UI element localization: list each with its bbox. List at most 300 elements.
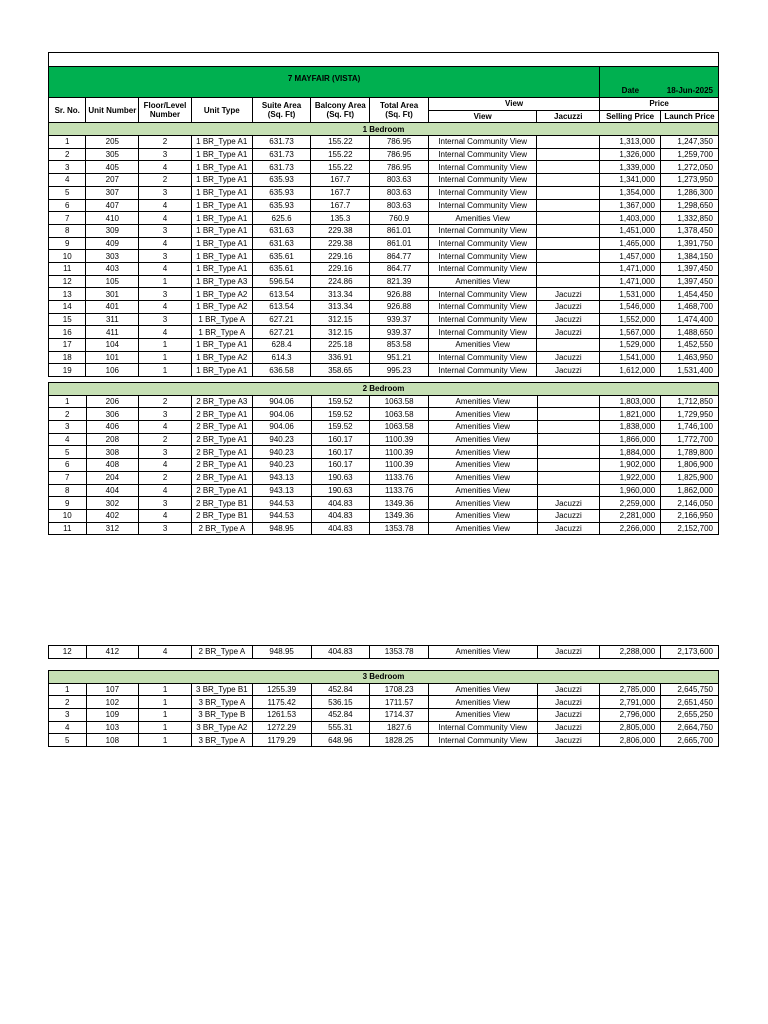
- cell-balcony-area: 648.96: [311, 734, 370, 747]
- table-row: [49, 212, 719, 225]
- cell-total-area: 1714.37: [370, 709, 429, 722]
- cell-floor-level: 3: [139, 522, 192, 535]
- cell-jacuzzi: [537, 421, 600, 434]
- cell-unit-type: 1 BR_Type A2: [191, 301, 252, 314]
- date-value: 18-Jun-2025: [661, 67, 719, 97]
- cell-balcony-area: 312.15: [311, 313, 370, 326]
- cell-floor-level: 4: [139, 421, 192, 434]
- cell-suite-area: 631.73: [252, 161, 311, 174]
- cell-total-area: 864.77: [370, 262, 429, 275]
- cell-balcony-area: 452.84: [311, 683, 370, 696]
- cell-balcony-area: 313.34: [311, 288, 370, 301]
- cell-total-area: 821.39: [370, 275, 429, 288]
- cell-unit-type: 3 BR_Type B: [191, 709, 252, 722]
- cell-suite-area: 627.21: [252, 326, 311, 339]
- cell-sr-no: 3: [49, 709, 87, 722]
- cell-view: Amenities View: [429, 497, 537, 510]
- cell-jacuzzi: [537, 212, 600, 225]
- cell-floor-level: 4: [139, 459, 192, 472]
- cell-view: Internal Community View: [428, 364, 536, 377]
- table-row: [49, 459, 719, 472]
- cell-suite-area: 625.6: [252, 212, 311, 225]
- cell-unit-type: 2 BR_Type A1: [191, 459, 252, 472]
- cell-jacuzzi: [537, 484, 600, 497]
- cell-unit-number: 407: [86, 199, 139, 212]
- cell-balcony-area: 229.38: [311, 224, 370, 237]
- cell-unit-type: 1 BR_Type A1: [191, 212, 252, 225]
- project-title: 7 MAYFAIR (VISTA): [49, 67, 600, 98]
- cell-view: Amenities View: [429, 408, 537, 421]
- header-floor-level: Floor/Level Number: [139, 98, 192, 123]
- cell-total-area: 1349.36: [370, 509, 429, 522]
- cell-unit-type: 2 BR_Type A1: [191, 408, 252, 421]
- cell-total-area: 1063.58: [370, 421, 429, 434]
- cell-unit-type: 1 BR_Type A1: [191, 136, 252, 149]
- cell-jacuzzi: Jacuzzi: [537, 301, 600, 314]
- cell-unit-type: 3 BR_Type B1: [191, 683, 252, 696]
- cell-sr-no: 9: [49, 497, 87, 510]
- cell-floor-level: 2: [139, 136, 192, 149]
- cell-balcony-area: 167.7: [311, 174, 370, 187]
- cell-unit-number: 402: [86, 509, 139, 522]
- cell-suite-area: 948.95: [252, 646, 311, 659]
- cell-launch-price: 2,645,750: [661, 683, 719, 696]
- price-table-2-bedroom: [48, 382, 719, 535]
- cell-unit-number: 206: [86, 395, 139, 408]
- cell-view: Internal Community View: [428, 313, 536, 326]
- cell-total-area: 926.88: [370, 288, 429, 301]
- header-unit-number: Unit Number: [86, 98, 139, 123]
- cell-launch-price: 1,397,450: [661, 275, 719, 288]
- cell-floor-level: 3: [139, 250, 192, 263]
- cell-jacuzzi: [537, 174, 600, 187]
- cell-suite-area: 1261.53: [252, 709, 311, 722]
- cell-launch-price: 1,789,800: [661, 446, 719, 459]
- cell-unit-number: 406: [86, 421, 139, 434]
- cell-jacuzzi: Jacuzzi: [537, 522, 600, 535]
- cell-launch-price: 1,463,950: [661, 351, 719, 364]
- cell-floor-level: 3: [139, 313, 192, 326]
- cell-selling-price: 2,785,000: [600, 683, 661, 696]
- table-row: [49, 683, 719, 696]
- cell-total-area: 786.95: [370, 136, 429, 149]
- cell-suite-area: 1272.29: [252, 721, 311, 734]
- cell-suite-area: 948.95: [252, 522, 311, 535]
- cell-view: Amenities View: [429, 696, 537, 709]
- table-row: [49, 395, 719, 408]
- cell-balcony-area: 167.7: [311, 199, 370, 212]
- cell-unit-type: 2 BR_Type A: [191, 646, 252, 659]
- cell-launch-price: 1,272,050: [661, 161, 719, 174]
- cell-floor-level: 3: [139, 408, 192, 421]
- cell-view: Amenities View: [429, 459, 537, 472]
- cell-suite-area: 631.63: [252, 224, 311, 237]
- table-row: [49, 224, 719, 237]
- cell-launch-price: 1,806,900: [661, 459, 719, 472]
- cell-launch-price: 2,152,700: [661, 522, 719, 535]
- cell-balcony-area: 155.22: [311, 136, 370, 149]
- cell-suite-area: 631.63: [252, 237, 311, 250]
- cell-unit-number: 104: [86, 339, 139, 352]
- cell-selling-price: 1,339,000: [600, 161, 661, 174]
- cell-unit-type: 3 BR_Type A2: [191, 721, 252, 734]
- cell-view: Amenities View: [429, 433, 537, 446]
- cell-floor-level: 4: [139, 161, 192, 174]
- cell-unit-type: 1 BR_Type A1: [191, 364, 252, 377]
- cell-selling-price: 1,884,000: [600, 446, 661, 459]
- cell-jacuzzi: Jacuzzi: [537, 696, 600, 709]
- cell-balcony-area: 313.34: [311, 301, 370, 314]
- cell-total-area: 939.37: [370, 326, 429, 339]
- cell-jacuzzi: [537, 446, 600, 459]
- section-title-2-bedroom: 2 Bedroom: [49, 383, 719, 396]
- cell-launch-price: 2,651,450: [661, 696, 719, 709]
- table-row: [49, 421, 719, 434]
- cell-suite-area: 631.73: [252, 148, 311, 161]
- cell-floor-level: 4: [139, 199, 192, 212]
- price-table-2-bedroom-continued: [48, 645, 719, 659]
- cell-suite-area: 943.13: [252, 484, 311, 497]
- cell-unit-number: 101: [86, 351, 139, 364]
- table-row: [49, 313, 719, 326]
- cell-selling-price: 1,341,000: [600, 174, 661, 187]
- table-row: [49, 709, 719, 722]
- cell-launch-price: 1,286,300: [661, 186, 719, 199]
- cell-selling-price: 1,922,000: [600, 471, 661, 484]
- cell-suite-area: 944.53: [252, 497, 311, 510]
- cell-launch-price: 1,531,400: [661, 364, 719, 377]
- cell-unit-number: 312: [86, 522, 139, 535]
- header-suite-area: Suite Area (Sq. Ft): [252, 98, 311, 123]
- cell-sr-no: 6: [49, 199, 86, 212]
- cell-suite-area: 904.06: [252, 408, 311, 421]
- cell-view: Internal Community View: [428, 250, 536, 263]
- cell-balcony-area: 229.16: [311, 262, 370, 275]
- cell-unit-type: 2 BR_Type A: [191, 522, 252, 535]
- cell-total-area: 864.77: [370, 250, 429, 263]
- cell-selling-price: 1,552,000: [600, 313, 661, 326]
- cell-selling-price: 1,546,000: [600, 301, 661, 314]
- cell-launch-price: 2,655,250: [661, 709, 719, 722]
- cell-launch-price: 1,474,400: [661, 313, 719, 326]
- cell-sr-no: 2: [49, 696, 87, 709]
- cell-total-area: 853.58: [370, 339, 429, 352]
- cell-sr-no: 4: [49, 174, 86, 187]
- table-row: [49, 484, 719, 497]
- cell-total-area: 951.21: [370, 351, 429, 364]
- cell-jacuzzi: [537, 395, 600, 408]
- cell-suite-area: 613.54: [252, 288, 311, 301]
- cell-jacuzzi: Jacuzzi: [537, 683, 600, 696]
- price-table-main: [48, 52, 719, 377]
- header-unit-type: Unit Type: [191, 98, 252, 123]
- cell-unit-type: 3 BR_Type A: [191, 696, 252, 709]
- cell-suite-area: 631.73: [252, 136, 311, 149]
- cell-unit-number: 103: [86, 721, 139, 734]
- header-selling-price: Selling Price: [600, 110, 661, 123]
- cell-total-area: 1100.39: [370, 446, 429, 459]
- cell-launch-price: 1,772,700: [661, 433, 719, 446]
- cell-view: Internal Community View: [428, 262, 536, 275]
- cell-selling-price: 1,612,000: [600, 364, 661, 377]
- cell-launch-price: 1,378,450: [661, 224, 719, 237]
- cell-launch-price: 2,665,700: [661, 734, 719, 747]
- cell-view: Amenities View: [428, 275, 536, 288]
- cell-launch-price: 2,664,750: [661, 721, 719, 734]
- cell-sr-no: 10: [49, 250, 86, 263]
- cell-suite-area: 940.23: [252, 446, 311, 459]
- cell-floor-level: 1: [139, 683, 192, 696]
- table-row: [49, 161, 719, 174]
- cell-jacuzzi: [537, 339, 600, 352]
- cell-launch-price: 1,729,950: [661, 408, 719, 421]
- cell-balcony-area: 336.91: [311, 351, 370, 364]
- header-sr-no: Sr. No.: [49, 98, 86, 123]
- cell-unit-type: 2 BR_Type B1: [191, 497, 252, 510]
- table-row: [49, 351, 719, 364]
- cell-unit-type: 1 BR_Type A1: [191, 199, 252, 212]
- cell-view: Internal Community View: [428, 148, 536, 161]
- cell-unit-number: 205: [86, 136, 139, 149]
- cell-total-area: 1063.58: [370, 395, 429, 408]
- table-row: [49, 136, 719, 149]
- cell-unit-type: 1 BR_Type A1: [191, 174, 252, 187]
- cell-unit-number: 109: [86, 709, 139, 722]
- cell-jacuzzi: Jacuzzi: [537, 646, 600, 659]
- cell-total-area: 803.63: [370, 174, 429, 187]
- table-row: [49, 339, 719, 352]
- cell-balcony-area: 404.83: [311, 509, 370, 522]
- cell-floor-level: 4: [139, 212, 192, 225]
- cell-floor-level: 1: [139, 721, 192, 734]
- table-row: [49, 199, 719, 212]
- cell-total-area: 1353.78: [370, 646, 429, 659]
- cell-selling-price: 2,266,000: [600, 522, 661, 535]
- table-row: [49, 408, 719, 421]
- section-title-3-bedroom: 3 Bedroom: [49, 671, 719, 684]
- cell-sr-no: 11: [49, 262, 86, 275]
- cell-total-area: 803.63: [370, 186, 429, 199]
- cell-view: Internal Community View: [428, 161, 536, 174]
- cell-suite-area: 628.4: [252, 339, 311, 352]
- table-row: [49, 174, 719, 187]
- cell-jacuzzi: Jacuzzi: [537, 734, 600, 747]
- cell-sr-no: 10: [49, 509, 87, 522]
- cell-unit-type: 2 BR_Type B1: [191, 509, 252, 522]
- cell-suite-area: 1255.39: [252, 683, 311, 696]
- cell-total-area: 861.01: [370, 237, 429, 250]
- cell-unit-number: 207: [86, 174, 139, 187]
- cell-selling-price: 1,567,000: [600, 326, 661, 339]
- cell-launch-price: 1,746,100: [661, 421, 719, 434]
- cell-selling-price: 1,451,000: [600, 224, 661, 237]
- cell-unit-number: 105: [86, 275, 139, 288]
- cell-floor-level: 3: [139, 288, 192, 301]
- cell-unit-number: 108: [86, 734, 139, 747]
- cell-view: Internal Community View: [428, 224, 536, 237]
- cell-launch-price: 1,247,350: [661, 136, 719, 149]
- cell-total-area: 1827.6: [370, 721, 429, 734]
- cell-sr-no: 3: [49, 421, 87, 434]
- cell-unit-number: 405: [86, 161, 139, 174]
- cell-view: Amenities View: [429, 446, 537, 459]
- cell-selling-price: 1,866,000: [600, 433, 661, 446]
- cell-balcony-area: 536.15: [311, 696, 370, 709]
- cell-view: Amenities View: [429, 683, 537, 696]
- cell-unit-number: 309: [86, 224, 139, 237]
- table-row: [49, 497, 719, 510]
- cell-jacuzzi: [537, 471, 600, 484]
- cell-view: Amenities View: [429, 484, 537, 497]
- table-row: [49, 262, 719, 275]
- cell-total-area: 1133.76: [370, 471, 429, 484]
- cell-suite-area: 627.21: [252, 313, 311, 326]
- cell-unit-type: 1 BR_Type A1: [191, 224, 252, 237]
- cell-selling-price: 2,806,000: [600, 734, 661, 747]
- cell-balcony-area: 312.15: [311, 326, 370, 339]
- cell-floor-level: 4: [139, 326, 192, 339]
- cell-total-area: 760.9: [370, 212, 429, 225]
- cell-floor-level: 1: [139, 696, 192, 709]
- cell-floor-level: 4: [139, 509, 192, 522]
- cell-launch-price: 1,397,450: [661, 262, 719, 275]
- cell-launch-price: 1,384,150: [661, 250, 719, 263]
- cell-floor-level: 3: [139, 148, 192, 161]
- cell-sr-no: 15: [49, 313, 86, 326]
- header-view-group: View: [428, 98, 599, 111]
- cell-unit-number: 403: [86, 262, 139, 275]
- cell-unit-type: 2 BR_Type A1: [191, 484, 252, 497]
- cell-unit-type: 2 BR_Type A1: [191, 446, 252, 459]
- cell-suite-area: 635.93: [252, 186, 311, 199]
- cell-balcony-area: 229.38: [311, 237, 370, 250]
- cell-jacuzzi: [537, 459, 600, 472]
- table-row: [49, 250, 719, 263]
- cell-jacuzzi: [537, 224, 600, 237]
- cell-unit-type: 1 BR_Type A2: [191, 288, 252, 301]
- cell-suite-area: 635.93: [252, 199, 311, 212]
- cell-unit-type: 1 BR_Type A3: [191, 275, 252, 288]
- cell-sr-no: 2: [49, 148, 86, 161]
- cell-jacuzzi: Jacuzzi: [537, 364, 600, 377]
- price-table-3-bedroom: [48, 670, 719, 747]
- cell-balcony-area: 229.16: [311, 250, 370, 263]
- cell-view: Internal Community View: [428, 326, 536, 339]
- cell-launch-price: 1,391,750: [661, 237, 719, 250]
- header-jacuzzi: Jacuzzi: [537, 110, 600, 123]
- cell-unit-number: 102: [86, 696, 139, 709]
- cell-total-area: 1708.23: [370, 683, 429, 696]
- cell-suite-area: 635.61: [252, 262, 311, 275]
- cell-suite-area: 944.53: [252, 509, 311, 522]
- cell-unit-type: 2 BR_Type A1: [191, 433, 252, 446]
- section-title-1-bedroom: 1 Bedroom: [49, 123, 719, 136]
- cell-view: Internal Community View: [428, 301, 536, 314]
- header-balcony-area: Balcony Area (Sq. Ft): [311, 98, 370, 123]
- cell-selling-price: 1,902,000: [600, 459, 661, 472]
- cell-selling-price: 1,457,000: [600, 250, 661, 263]
- cell-selling-price: 2,288,000: [600, 646, 661, 659]
- cell-selling-price: 1,531,000: [600, 288, 661, 301]
- cell-sr-no: 6: [49, 459, 87, 472]
- cell-unit-number: 306: [86, 408, 139, 421]
- cell-balcony-area: 160.17: [311, 459, 370, 472]
- cell-launch-price: 1,712,850: [661, 395, 719, 408]
- cell-jacuzzi: [537, 250, 600, 263]
- cell-view: Amenities View: [429, 509, 537, 522]
- cell-total-area: 1100.39: [370, 459, 429, 472]
- cell-launch-price: 1,332,850: [661, 212, 719, 225]
- cell-balcony-area: 155.22: [311, 161, 370, 174]
- cell-view: Internal Community View: [429, 734, 537, 747]
- cell-unit-type: 2 BR_Type A3: [191, 395, 252, 408]
- cell-unit-type: 1 BR_Type A1: [191, 237, 252, 250]
- cell-suite-area: 636.58: [252, 364, 311, 377]
- cell-view: Internal Community View: [428, 199, 536, 212]
- cell-floor-level: 2: [139, 433, 192, 446]
- table-row: [49, 237, 719, 250]
- cell-total-area: 1711.57: [370, 696, 429, 709]
- cell-sr-no: 7: [49, 471, 87, 484]
- cell-floor-level: 1: [139, 339, 192, 352]
- cell-launch-price: 1,468,700: [661, 301, 719, 314]
- cell-selling-price: 2,281,000: [600, 509, 661, 522]
- cell-jacuzzi: [537, 199, 600, 212]
- cell-balcony-area: 404.83: [311, 646, 370, 659]
- cell-sr-no: 16: [49, 326, 86, 339]
- cell-suite-area: 940.23: [252, 433, 311, 446]
- cell-view: Internal Community View: [428, 351, 536, 364]
- cell-sr-no: 5: [49, 186, 86, 199]
- cell-jacuzzi: Jacuzzi: [537, 721, 600, 734]
- cell-unit-number: 106: [86, 364, 139, 377]
- cell-unit-number: 302: [86, 497, 139, 510]
- cell-unit-type: 1 BR_Type A1: [191, 186, 252, 199]
- cell-balcony-area: 358.65: [311, 364, 370, 377]
- cell-unit-type: 1 BR_Type A1: [191, 250, 252, 263]
- cell-unit-type: 1 BR_Type A: [191, 326, 252, 339]
- cell-unit-number: 411: [86, 326, 139, 339]
- cell-balcony-area: 452.84: [311, 709, 370, 722]
- cell-floor-level: 1: [139, 709, 192, 722]
- cell-total-area: 1828.25: [370, 734, 429, 747]
- header-launch-price: Launch Price: [661, 110, 719, 123]
- cell-selling-price: 1,465,000: [600, 237, 661, 250]
- table-row: [49, 446, 719, 459]
- cell-balcony-area: 555.31: [311, 721, 370, 734]
- cell-balcony-area: 159.52: [311, 408, 370, 421]
- cell-floor-level: 3: [139, 446, 192, 459]
- cell-balcony-area: 167.7: [311, 186, 370, 199]
- cell-floor-level: 1: [139, 364, 192, 377]
- cell-unit-number: 208: [86, 433, 139, 446]
- cell-unit-type: 1 BR_Type A1: [191, 339, 252, 352]
- cell-unit-type: 1 BR_Type A1: [191, 262, 252, 275]
- cell-floor-level: 3: [139, 186, 192, 199]
- cell-suite-area: 596.54: [252, 275, 311, 288]
- cell-total-area: 926.88: [370, 301, 429, 314]
- cell-unit-number: 107: [86, 683, 139, 696]
- cell-balcony-area: 404.83: [311, 522, 370, 535]
- table-row: [49, 186, 719, 199]
- cell-floor-level: 4: [139, 646, 192, 659]
- cell-selling-price: 1,960,000: [600, 484, 661, 497]
- table-row: [49, 646, 719, 659]
- cell-floor-level: 2: [139, 471, 192, 484]
- cell-view: Internal Community View: [428, 174, 536, 187]
- cell-floor-level: 3: [139, 224, 192, 237]
- cell-unit-number: 311: [86, 313, 139, 326]
